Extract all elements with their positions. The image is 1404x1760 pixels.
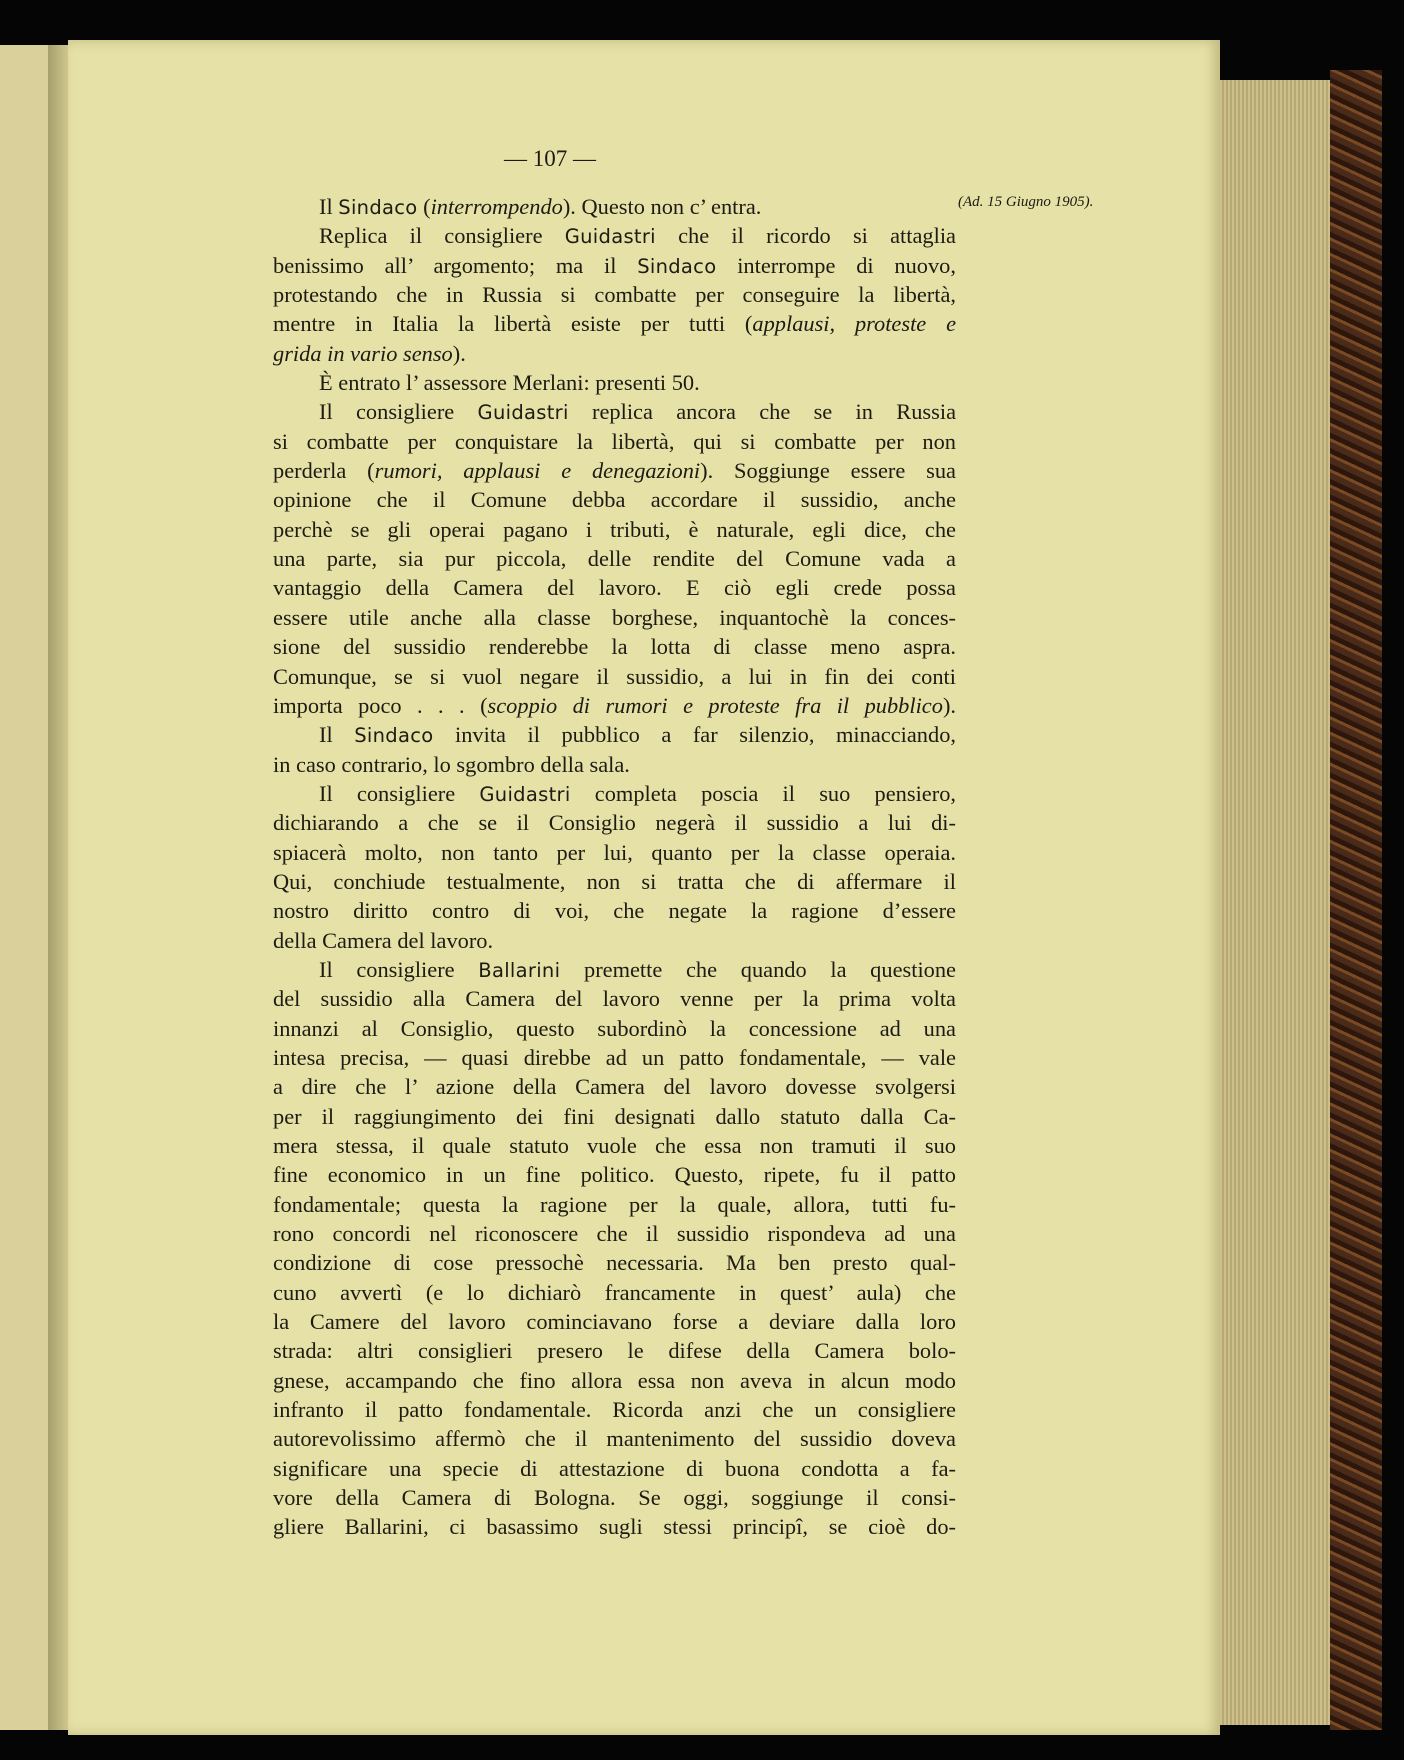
text-run: ).: [942, 692, 956, 718]
text-line: [273, 779, 956, 808]
text-line: [273, 397, 956, 426]
text-line: [273, 280, 956, 309]
text-line: [273, 221, 956, 250]
speaker-name: Sindaco: [338, 196, 418, 219]
speaker-name: Sindaco: [354, 724, 434, 748]
text-line: [273, 1454, 956, 1483]
text-run: del sussidio alla Camera del lavoro venne per la prima volta: [273, 986, 956, 1012]
body-text: [273, 192, 956, 1542]
text-line: [273, 427, 956, 456]
date-margin-note: (Ad. 15 Giugno 1905).: [958, 194, 1094, 210]
text-run: significare una specie di attestazione di buona condotta a fa-: [273, 1455, 956, 1481]
text-line: [273, 339, 956, 368]
text-line: [273, 808, 956, 837]
text-line: [273, 1395, 956, 1424]
text-run: Comunque, se si vuol negare il sussidio, a lui in fin dei conti: [273, 663, 956, 689]
text-run: Il consigliere: [319, 399, 478, 425]
text-line: [273, 1131, 956, 1160]
text-run: cuno avvertì (e lo dichiarò francamente in quest’ aula) che: [273, 1279, 956, 1305]
text-run: fondamentale; questa la ragione per la quale, allora, tutti fu-: [273, 1191, 956, 1217]
text-line: [273, 1072, 956, 1101]
text-run: a dire che l’ azione della Camera del lavoro dovesse svolgersi: [273, 1074, 956, 1100]
text-line: [273, 1307, 956, 1336]
speaker-name: Guidastri: [564, 225, 656, 249]
italic-text: rumori, applausi e denegazioni: [374, 458, 701, 484]
text-line: [273, 456, 956, 485]
text-run: fine economico in un fine politico. Questo, ripete, fu il patto: [273, 1162, 956, 1188]
text-run: gnese, accampando che fino allora essa non aveva in alcun modo: [273, 1367, 956, 1393]
text-line: [273, 662, 956, 691]
text-run: vantaggio della Camera del lavoro. E ciò egli crede possa: [273, 575, 956, 601]
text-line: [273, 1160, 956, 1189]
text-run: dichiarando a che se il Consiglio negerà il sussidio a lui di-: [273, 810, 956, 836]
text-run: spiacerà molto, non tanto per lui, quanto per la classe operaia.: [273, 839, 956, 865]
text-run: condizione di cose pressochè necessaria. Ma ben presto qual-: [273, 1250, 956, 1276]
italic-text: applausi, proteste e: [752, 311, 957, 337]
text-line: [273, 838, 956, 867]
text-run: invita il pubblico a far silenzio, minacciando,: [433, 722, 956, 748]
text-line: [273, 720, 956, 749]
speaker-name: Guidastri: [477, 401, 569, 425]
text-run: Il consigliere: [319, 956, 479, 982]
text-run: opinione che il Comune debba accordare il sussidio, anche: [273, 487, 956, 513]
text-line: [273, 573, 956, 602]
text-line: [273, 544, 956, 573]
text-run: Qui, conchiude testualmente, non si tratta che di affermare il: [273, 868, 956, 894]
text-line: [273, 368, 956, 397]
text-run: benissimo all’ argomento; ma il: [273, 252, 638, 278]
text-line: [273, 485, 956, 514]
text-run: È entrato l’ assessore Merlani: presenti 50.: [319, 370, 700, 396]
italic-text: scoppio di rumori e proteste fra il pubblico: [487, 692, 943, 718]
text-run: ). Soggiunge essere sua: [700, 458, 956, 484]
text-run: innanzi al Consiglio, questo subordinò la concessione ad una: [273, 1015, 956, 1041]
text-line: [273, 1483, 956, 1512]
text-run: ). Questo non c’ entra.: [562, 194, 762, 219]
text-line: [273, 1014, 956, 1043]
text-run: Il: [319, 722, 355, 748]
text-run: rono concordi nel riconoscere che il sussidio rispondeva ad una: [273, 1221, 956, 1247]
text-run: vore della Camera di Bologna. Se oggi, soggiunge il consi-: [273, 1485, 956, 1511]
text-line: [273, 867, 956, 896]
text-line: [273, 1512, 956, 1541]
italic-text: grida in vario senso: [273, 340, 453, 366]
text-line: [273, 1219, 956, 1248]
text-line: [273, 1336, 956, 1365]
italic-text: interrompendo: [430, 194, 563, 219]
text-run: in caso contrario, lo sgombro della sala.: [273, 751, 630, 777]
text-run: per il raggiungimento dei fini designati dallo statuto dalla Ca-: [273, 1103, 956, 1129]
speaker-name: Guidastri: [479, 782, 571, 806]
text-run: nostro diritto contro di voi, che negate la ragione d’essere: [273, 898, 956, 924]
text-line: [273, 1043, 956, 1072]
previous-page-edge: [0, 45, 48, 1730]
text-line: [273, 691, 956, 720]
text-run: della Camera del lavoro.: [273, 927, 494, 953]
page-gutter: [48, 45, 68, 1730]
text-line: [273, 632, 956, 661]
text-run: autorevolissimo affermò che il mantenimento del sussidio doveva: [273, 1426, 956, 1452]
text-run: Il consigliere: [319, 780, 480, 806]
text-line: [273, 1102, 956, 1131]
text-line: [273, 955, 956, 984]
speaker-name: Ballarini: [478, 958, 561, 982]
text-line: [273, 896, 956, 925]
text-run: che il ricordo si attaglia: [655, 223, 956, 249]
text-run: strada: altri consiglieri presero le difese della Camera bolo-: [273, 1338, 956, 1364]
text-line: [273, 515, 956, 544]
text-run: si combatte per conquistare la libertà, qui si combatte per non: [273, 428, 956, 454]
text-run: mentre in Italia la libertà esiste per tutti (: [273, 311, 753, 337]
text-run: Il: [319, 194, 339, 219]
text-run: la Camere del lavoro cominciavano forse a deviare dalla loro: [273, 1309, 956, 1335]
text-line: [273, 926, 956, 955]
text-run: perchè se gli operai pagano i tributi, è naturale, egli dice, che: [273, 516, 956, 542]
text-run: mera stessa, il quale statuto vuole che essa non tramuti il suo: [273, 1133, 956, 1158]
text-run: (: [417, 194, 431, 219]
book-cover-edge: [1330, 70, 1382, 1730]
speaker-name: Sindaco: [637, 254, 717, 278]
text-line: [273, 309, 956, 338]
text-run: interrompe di nuovo,: [716, 252, 956, 278]
text-line: [273, 1424, 956, 1453]
text-run: gliere Ballarini, ci basassimo sugli stessi principî, se cioè do-: [273, 1514, 956, 1540]
text-run: intesa precisa, — quasi direbbe ad un patto fondamentale, — vale: [273, 1044, 956, 1070]
text-run: importa poco . . . (: [273, 692, 488, 718]
text-run: infranto il patto fondamentale. Ricorda anzi che un consigliere: [273, 1397, 956, 1423]
page-number: — 107 —: [504, 146, 596, 171]
text-line: [273, 750, 956, 779]
text-line: [273, 603, 956, 632]
text-run: una parte, sia pur piccola, delle rendite del Comune vada a: [273, 546, 956, 572]
text-line: [273, 1248, 956, 1277]
text-run: premette che quando la questione: [560, 956, 956, 982]
text-run: essere utile anche alla classe borghese, inquantochè la conces-: [273, 604, 956, 630]
text-line: [273, 1366, 956, 1395]
text-line: [273, 984, 956, 1013]
text-run: Replica il consigliere: [319, 223, 565, 249]
page-block-edge: [1220, 80, 1330, 1725]
text-run: ).: [452, 340, 466, 366]
text-run: completa poscia il suo pensiero,: [570, 780, 956, 806]
text-line: [273, 1190, 956, 1219]
text-line: [273, 251, 956, 280]
text-line: [273, 1278, 956, 1307]
text-run: replica ancora che se in Russia: [568, 399, 957, 425]
text-run: sione del sussidio renderebbe la lotta di classe meno aspra.: [273, 634, 956, 660]
text-line: [273, 192, 956, 221]
text-run: protestando che in Russia si combatte per conseguire la libertà,: [273, 282, 956, 308]
text-run: perderla (: [273, 458, 375, 484]
